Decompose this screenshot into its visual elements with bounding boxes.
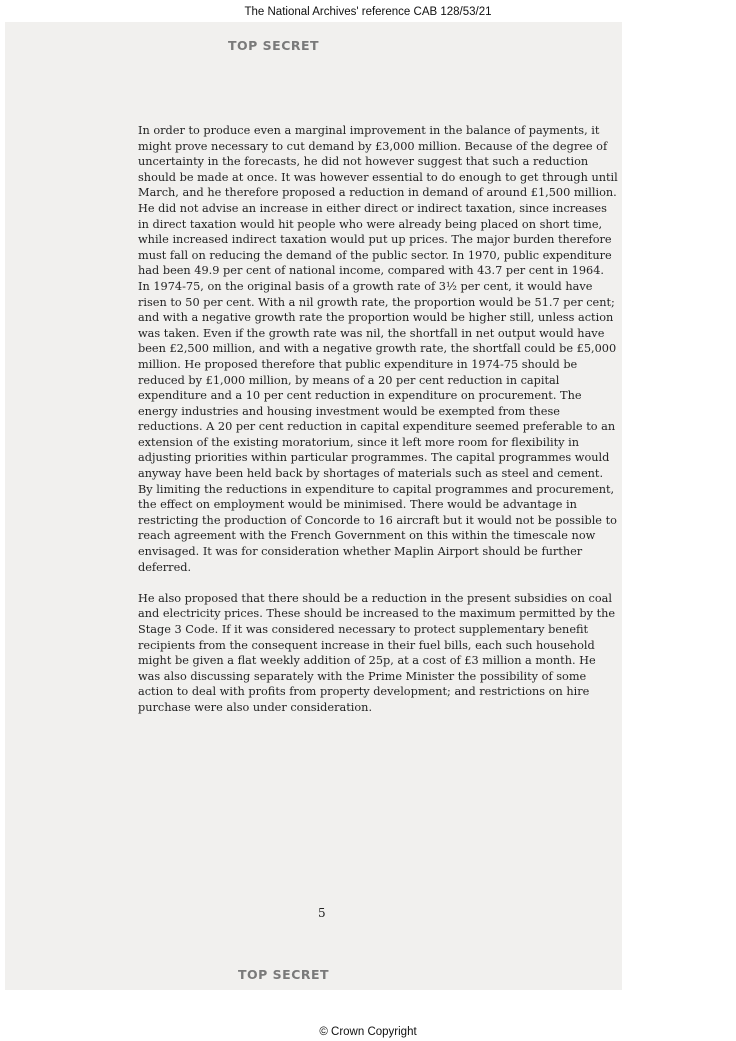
- paragraph-2: He also proposed that there should be a reduction in the present subsidies on coal and electricity prices. These should be increased to the maximum permitted by the Stage 3 Code. If it was considered necessary to protect supplementary benefit recipients from the consequent increase in their fuel bills, each such household might be given a flat weekly addition of 25p, at a cost of £3 million a month. He was also discussing separately with the Prime Minister the possibility of some action to deal with profits from property development; and restrictions on hire purchase were also under consideration.: [138, 591, 616, 714]
- classification-top: TOP SECRET: [228, 38, 320, 53]
- archive-reference: The National Archives' reference CAB 128/53/21: [244, 6, 492, 18]
- document-body: [138, 123, 618, 716]
- page-number: 5: [318, 906, 326, 920]
- crown-copyright: © Crown Copyright: [319, 1026, 417, 1038]
- paragraph-1: In order to produce even a marginal improvement in the balance of payments, it might prove necessary to cut demand by £3,000 million. Because of the degree of uncertainty in the forecasts, he did not however suggest that such a reduction should be made at once. It was however essential to do enough to get through until March, and he therefore proposed a reduction in demand of around £1,500 million. He did not advise an increase in either direct or indirect taxation, since increases in direct taxation would hit people who were already being placed on short time, while increased indirect taxation would put up prices. The major burden therefore must fall on reducing the demand of the public sector. In 1970, public expenditure had been 49.9 per cent of national income, compared with 43.7 per cent in 1964. In 1974-75, on the original basis of a growth rate of 3½ per cent, it would have risen to 50 per cent. With a nil growth rate, the proportion would be 51.7 per cent; and with a negative growth rate the proportion would be higher still, unless action was taken. Even if the growth rate was nil, the shortfall in net output would have been £2,500 million, and with a negative growth rate, the shortfall could be £5,000 million. He proposed therefore that public expenditure in 1974-75 should be reduced by £1,000 million, by means of a 20 per cent reduction in capital expenditure and a 10 per cent reduction in expenditure on procurement. The energy industries and housing investment would be exempted from these reductions. A 20 per cent reduction in capital expenditure seemed preferable to an extension of the existing moratorium, since it left more room for flexibility in adjusting priorities within particular programmes. The capital programmes would anyway have been held back by shortages of materials such as steel and cement. By limiting the reductions in expenditure to capital programmes and procurement, the effect on employment would be minimised. There would be advantage in restricting the production of Concorde to 16 aircraft but it would not be possible to reach agreement with the French Government on this within the timescale now envisaged. It was for consideration whether Maplin Airport should be further deferred.: [138, 124, 618, 574]
- classification-bottom: TOP SECRET: [238, 967, 330, 982]
